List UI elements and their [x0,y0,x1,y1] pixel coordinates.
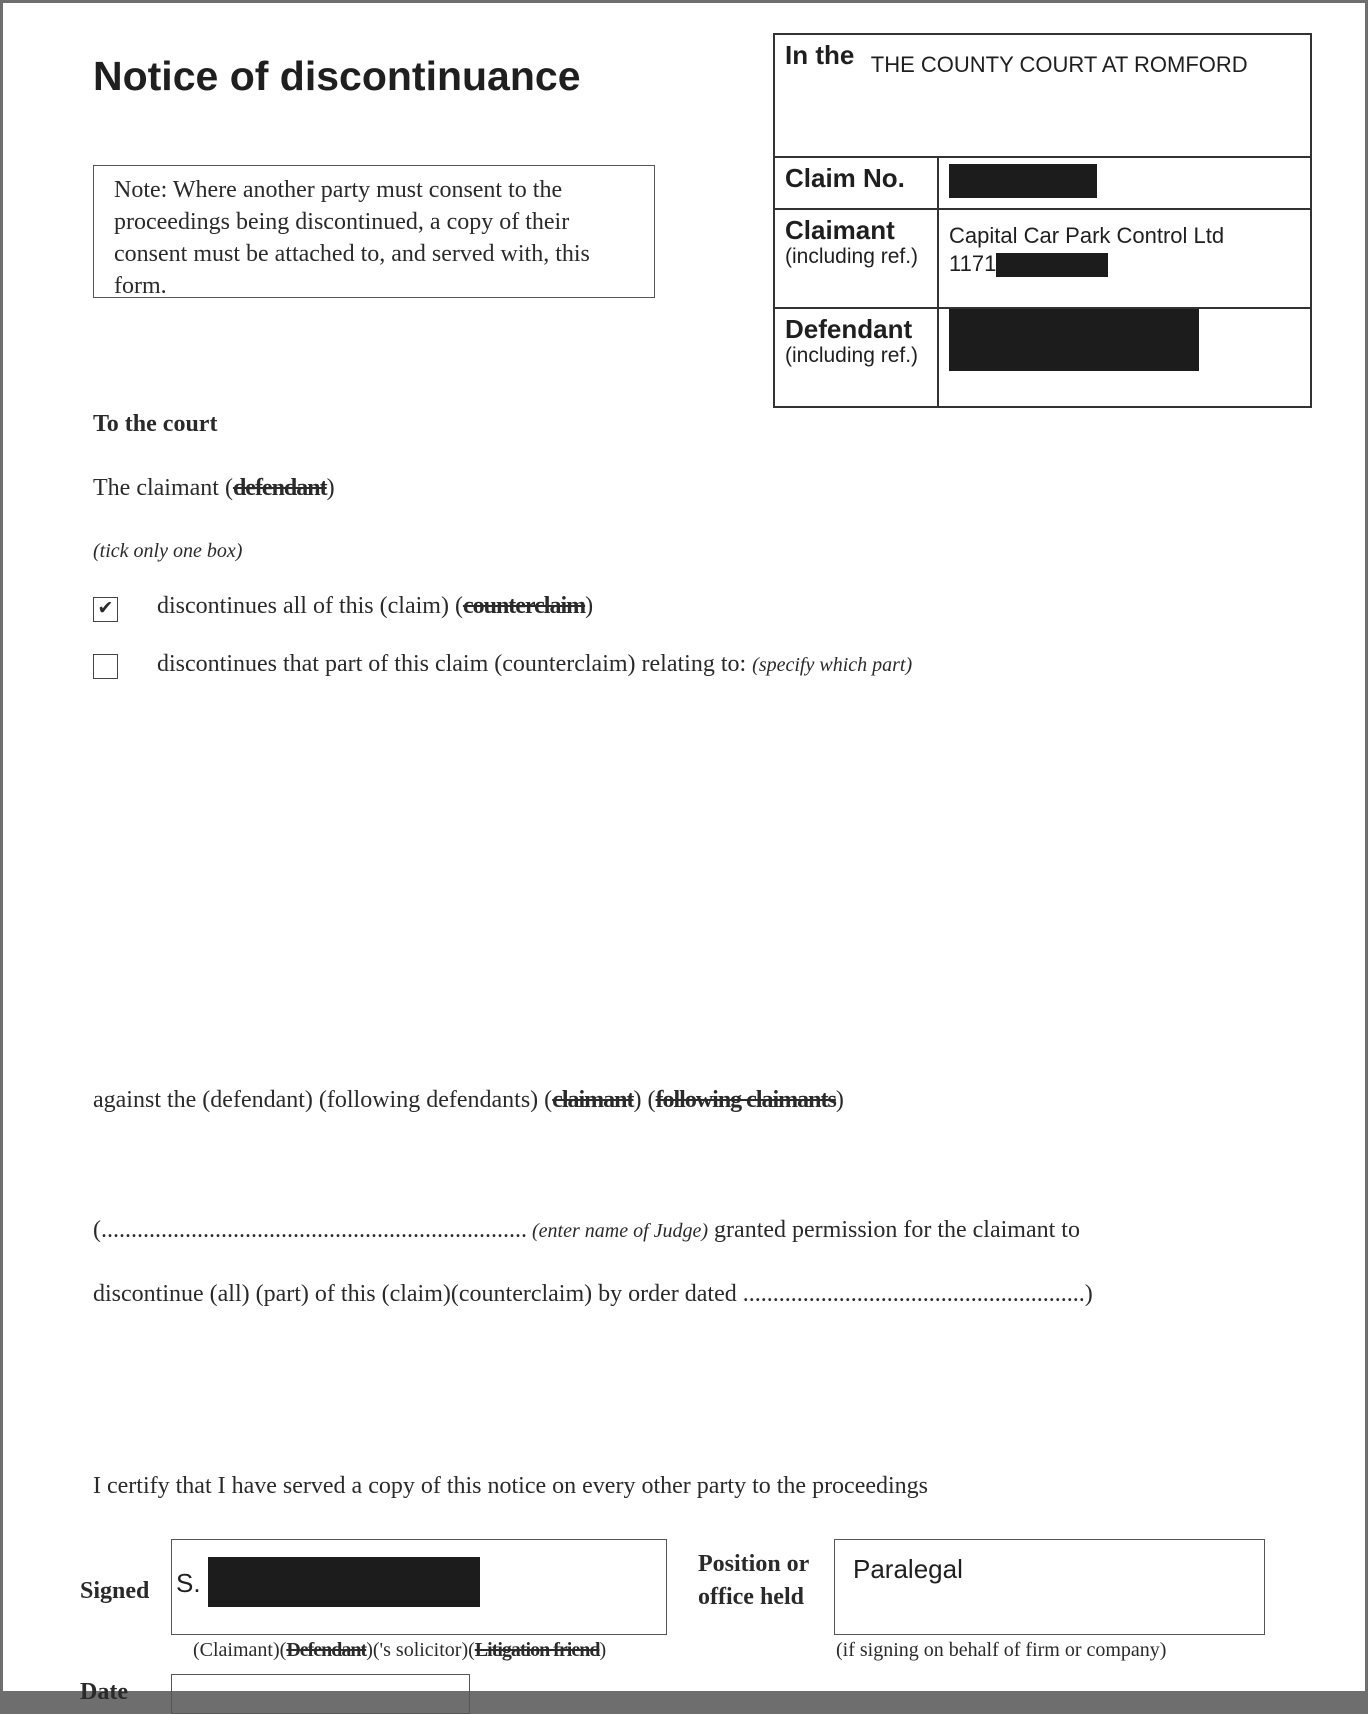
claimant-line [93,475,335,502]
claimant-label-cell [774,209,938,308]
judge-rest: granted permission for the claimant to [708,1217,1080,1243]
order-line: discontinue (all) (part) of this (claim)(counterclaim) by order dated .........................................................) [93,1281,1093,1307]
against-line [93,1087,844,1114]
judge-dots: (....................................................................... [93,1217,527,1243]
defendant-label-cell [774,308,938,407]
judge-hint: (enter name of Judge) [527,1220,709,1242]
claim-no-label-cell [774,157,938,209]
court-details-table [773,33,1312,408]
court-cell [774,34,1311,157]
claim-no-value-cell [938,157,1311,209]
caption-suffix: ) [599,1639,607,1661]
position-label-line2: office held [698,1584,804,1610]
consent-note: Note: Where another party must consent to the proceedings being discontinued, a copy of their consent must be attached to, and served with, this form. [93,165,655,298]
caption-prefix: (Claimant)( [193,1639,287,1661]
position-value: Paralegal [853,1554,963,1584]
position-field[interactable] [834,1539,1265,1635]
struck-litigation-friend: Litigation friend [474,1639,600,1661]
redacted-claimant-ref [996,253,1108,277]
page-title: Notice of discontinuance [93,53,581,99]
redacted-defendant [949,309,1199,371]
document-page [3,3,1365,1705]
signatory-role-caption [193,1639,606,1662]
date-label: Date [80,1679,128,1705]
to-the-court-heading: To the court [93,411,218,437]
discontinue-all-text: discontinues all of this (claim) ( [157,593,463,619]
claimant-line-suffix: ) [326,475,335,501]
struck-defendant: defendant [232,475,327,501]
firm-caption: (if signing on behalf of firm or company) [836,1639,1167,1661]
defendant-ref-label: (including ref.) [785,344,919,367]
certify-statement: I certify that I have served a copy of this notice on every other party to the proceedings [93,1473,929,1499]
claimant-ref: 1171 [949,251,997,276]
date-field[interactable] [171,1674,470,1714]
claimant-name: Capital Car Park Control Ltd [949,223,1225,248]
position-label [698,1548,809,1614]
claimant-value-cell [938,209,1311,308]
discontinue-part-checkbox[interactable] [93,654,118,679]
discontinue-all-suffix: ) [585,593,594,619]
discontinue-all-option [157,593,593,620]
claimant-ref-row [949,250,1300,278]
defendant-label: Defendant [785,314,913,344]
redacted-signature [208,1557,480,1607]
discontinue-all-checkbox[interactable]: ✔ [93,597,118,622]
against-suffix: ) [835,1087,844,1113]
defendant-value-cell [938,308,1311,407]
struck-counterclaim: counterclaim [462,593,586,619]
discontinue-part-text: discontinues that part of this claim (counterclaim) relating to: [157,651,753,677]
discontinue-part-option [157,651,912,678]
judge-line [93,1217,1080,1244]
against-middle: ) ( [633,1087,656,1113]
caption-mid: )('s solicitor)( [366,1639,475,1661]
tick-instruction: (tick only one box) [93,540,243,562]
court-name: THE COUNTY COURT AT ROMFORD [870,52,1248,77]
struck-defendant-caption: Defendant [286,1639,367,1661]
claimant-ref-label: (including ref.) [785,245,919,268]
claimant-line-prefix: The claimant ( [93,475,233,501]
struck-following-claimants: following claimants [655,1087,836,1113]
in-the-label: In the [785,40,855,70]
signature-field[interactable] [171,1539,667,1635]
signature-value: S. [176,1568,201,1598]
specify-part-hint: (specify which part) [752,654,913,676]
signed-label: Signed [80,1578,150,1604]
claimant-label: Claimant [785,215,895,245]
position-label-line1: Position or [698,1551,810,1577]
against-prefix: against the (defendant) (following defendants) ( [93,1087,553,1113]
redacted-claim-number [949,164,1097,198]
claim-no-label: Claim No. [785,163,905,193]
struck-claimant: claimant [552,1087,634,1113]
